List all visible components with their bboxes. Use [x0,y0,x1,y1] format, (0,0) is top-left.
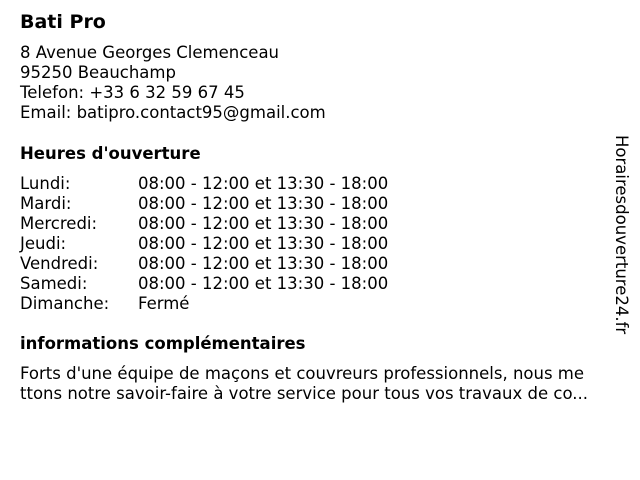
time-range: 08:00 - 12:00 et 13:30 - 18:00 [138,214,389,233]
time-range: 08:00 - 12:00 et 13:30 - 18:00 [138,274,389,293]
time-range: 08:00 - 12:00 et 13:30 - 18:00 [138,194,389,213]
address-street: 8 Avenue Georges Clemenceau [20,43,280,62]
day-label: Lundi: [20,174,71,193]
time-range: 08:00 - 12:00 et 13:30 - 18:00 [138,234,389,253]
opening-hours-heading: Heures d'ouverture [20,144,201,163]
day-label: Samedi: [20,274,88,293]
description-line: Forts d'une équipe de maçons et couvreurs professionnels, nous me [20,364,585,383]
day-label: Mardi: [20,194,72,213]
email-address: Email: batipro.contact95@gmail.com [20,103,326,122]
day-label: Jeudi: [20,234,67,253]
business-name: Bati Pro [20,11,106,33]
time-range: 08:00 - 12:00 et 13:30 - 18:00 [138,174,389,193]
contact-block [20,43,326,123]
time-range: Fermé [138,294,190,313]
day-label: Dimanche: [20,294,110,313]
business-description [20,364,630,404]
site-watermark [612,135,634,345]
day-label: Mercredi: [20,214,98,233]
address-city: 95250 Beauchamp [20,63,176,82]
additional-info-heading: informations complémentaires [20,334,306,353]
watermark-text: Horairesdouverture24.fr [612,135,631,335]
description-line: ttons notre savoir-faire à votre service pour tous vos travaux de co... [20,384,588,403]
day-label: Vendredi: [20,254,99,273]
phone-number: Telefon: +33 6 32 59 67 45 [20,83,245,102]
time-range: 08:00 - 12:00 et 13:30 - 18:00 [138,254,389,273]
